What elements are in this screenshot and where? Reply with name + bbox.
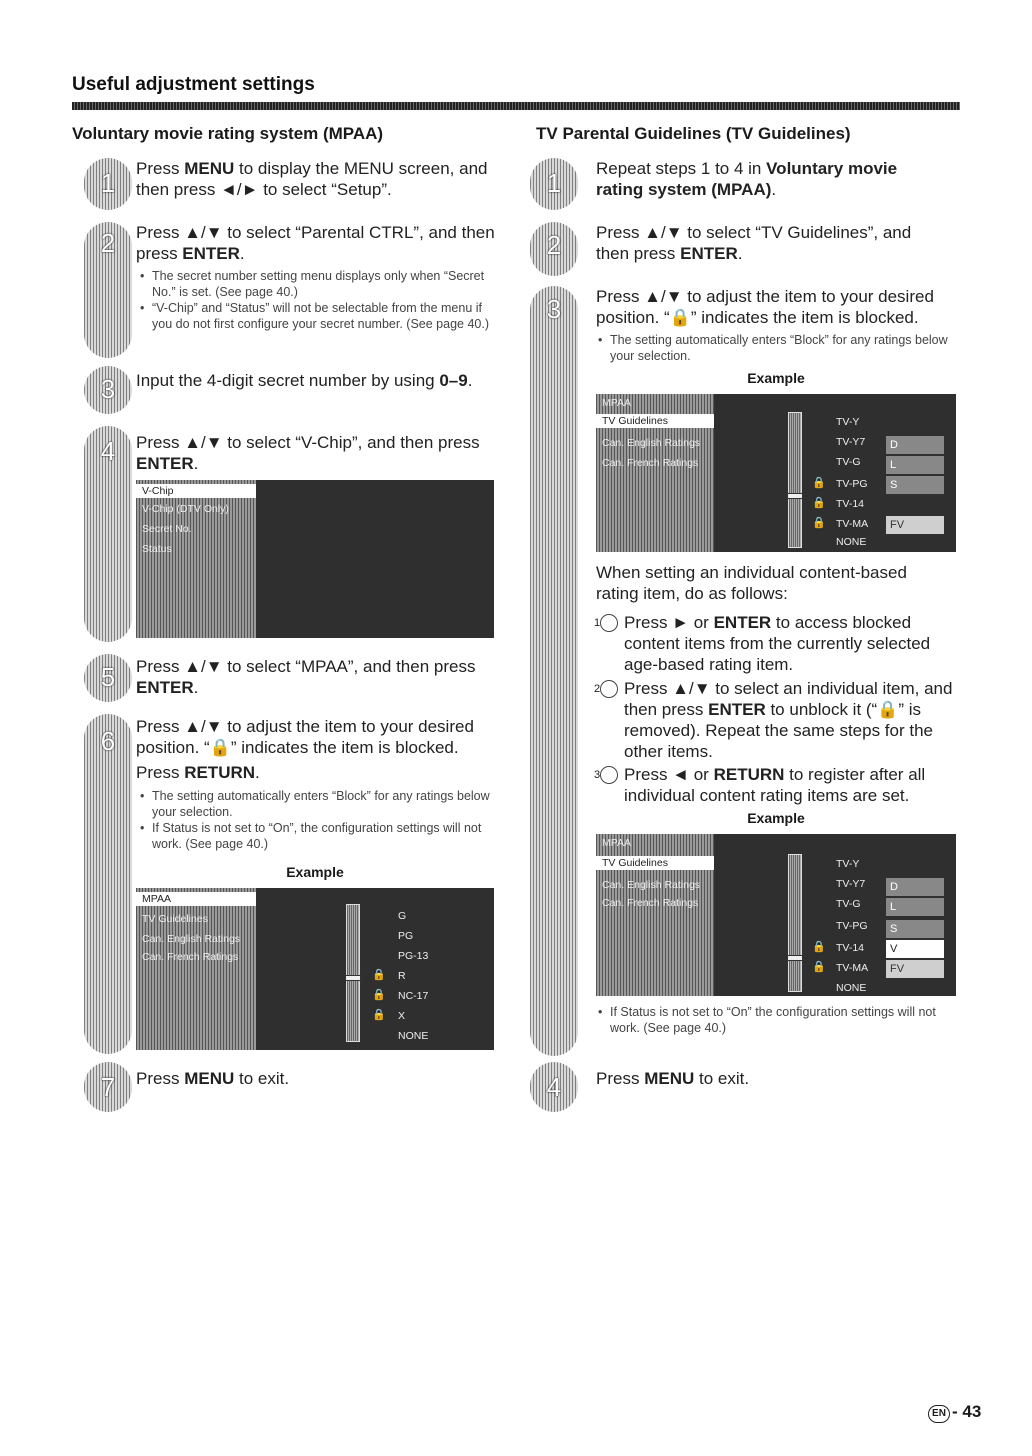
- rating-slider[interactable]: [346, 904, 360, 1042]
- menu-item-vchip-dtv[interactable]: V-Chip (DTV Only): [142, 503, 229, 515]
- content-box-l[interactable]: L: [886, 898, 944, 916]
- content-box-s[interactable]: S: [886, 476, 944, 494]
- rating-label-tvy7: TV-Y7: [836, 436, 866, 448]
- vchip-menu-screen: [136, 480, 494, 638]
- step-number-6: 6: [100, 726, 116, 756]
- menu-item-can-french[interactable]: Can. French Ratings: [602, 897, 699, 909]
- rating-label-none: NONE: [398, 1030, 429, 1042]
- step-number-1: 1: [100, 168, 116, 198]
- right-step-1-text: Repeat steps 1 to 4 in Voluntary movie rating system (MPAA).: [596, 159, 898, 199]
- step-number-r1: 1: [546, 168, 562, 198]
- step-1-text: Press MENU to display the MENU screen, and then press ◄/► to select “Setup”.: [136, 159, 488, 199]
- step-number-r2: 2: [546, 230, 562, 260]
- example-caption-tv-2: Example: [747, 810, 805, 826]
- right-section-title: TV Parental Guidelines (TV Guidelines): [536, 124, 851, 143]
- note-item: • The setting automatically enters “Block” for any ratings below your selection.: [598, 332, 948, 364]
- right-step-3-after-text: When setting an individual content-based rating item, do as follows:: [596, 563, 907, 603]
- example-caption-tv-1: Example: [747, 370, 805, 386]
- menu-item-status[interactable]: Status: [142, 543, 172, 555]
- language-badge: EN: [928, 1405, 950, 1423]
- lock-icon: 🔒: [812, 517, 826, 529]
- content-box-s[interactable]: S: [886, 920, 944, 938]
- note-item: • If Status is not set to “On” the configuration settings will not work. (See page 40.): [598, 1004, 948, 1036]
- rating-label-tvma: TV-MA: [836, 518, 869, 530]
- rating-label-g: G: [398, 910, 407, 922]
- rating-label-tvy7: TV-Y7: [836, 878, 866, 890]
- menu-item-mpaa[interactable]: MPAA: [136, 892, 256, 906]
- step-5-text: Press ▲/▼ to select “MPAA”, and then press ENTER.: [136, 657, 476, 697]
- right-step-3-text: Press ▲/▼ to adjust the item to your desired position. “🔒” indicates the item is blocked.: [596, 287, 934, 327]
- rating-label-pg13: PG-13: [398, 950, 429, 962]
- menu-item-can-english[interactable]: Can. English Ratings: [602, 879, 701, 891]
- note-item: • The secret number setting menu displays only when “Secret No.” is set. (See page 40.): [140, 268, 496, 300]
- lock-icon: 🔒: [372, 969, 386, 981]
- step-number-4: 4: [100, 436, 116, 466]
- example-caption-mpaa: Example: [286, 864, 344, 880]
- rating-label-tv14: TV-14: [836, 498, 865, 510]
- lock-icon: 🔒: [372, 1009, 386, 1021]
- lock-icon: 🔒: [812, 941, 826, 953]
- menu-item-can-french[interactable]: Can. French Ratings: [142, 951, 239, 963]
- lock-icon: 🔒: [372, 989, 386, 1001]
- menu-item-tv-guidelines[interactable]: TV Guidelines: [142, 913, 208, 925]
- rating-label-nc17: NC-17: [398, 990, 429, 1002]
- lock-icon: 🔒: [812, 497, 826, 509]
- menu-item-can-english[interactable]: Can. English Ratings: [602, 437, 701, 449]
- content-box-d[interactable]: D: [886, 878, 944, 896]
- mpaa-menu-screen: [136, 888, 494, 1050]
- menu-item-tv-guidelines[interactable]: TV Guidelines: [596, 414, 714, 428]
- step-2-notes: [140, 268, 496, 332]
- step-number-2: 2: [100, 228, 116, 258]
- rating-label-tvma: TV-MA: [836, 962, 869, 974]
- menu-item-mpaa[interactable]: MPAA: [602, 837, 631, 849]
- step-number-3: 3: [100, 374, 116, 404]
- lock-icon: 🔒: [812, 961, 826, 973]
- rating-label-x: X: [398, 1010, 406, 1022]
- step-bar-6: [84, 714, 132, 1054]
- rating-label-tvy: TV-Y: [836, 416, 860, 428]
- rating-label-tvy: TV-Y: [836, 858, 860, 870]
- content-box-fv[interactable]: FV: [886, 960, 944, 978]
- menu-item-tv-guidelines[interactable]: TV Guidelines: [596, 856, 714, 870]
- content-box-d[interactable]: D: [886, 436, 944, 454]
- rating-label-none: NONE: [836, 982, 867, 994]
- right-step-2-text: Press ▲/▼ to select “TV Guidelines”, and then press ENTER.: [596, 223, 912, 263]
- note-item: • The setting automatically enters “Block” for any ratings below your selection.: [140, 788, 496, 820]
- step-3-text: Input the 4-digit secret number by using 0–9.: [136, 371, 473, 390]
- step-2-text: Press ▲/▼ to select “Parental CTRL”, and then press ENTER.: [136, 223, 495, 263]
- tv-guidelines-screen-1: [596, 394, 956, 552]
- slider-thumb[interactable]: [787, 493, 803, 499]
- menu-item-vchip[interactable]: V-Chip: [136, 484, 256, 498]
- step-4-text: Press ▲/▼ to select “V-Chip”, and then press ENTER.: [136, 433, 480, 473]
- menu-item-can-english[interactable]: Can. English Ratings: [142, 933, 241, 945]
- content-box-l[interactable]: L: [886, 456, 944, 474]
- substep-1: 1 Press ► or ENTER to access blocked content items from the currently selected age-based rating item.: [593, 613, 931, 674]
- rating-label-r: R: [398, 970, 406, 982]
- step-number-r4: 4: [546, 1072, 562, 1102]
- page-heading: Useful adjustment settings: [72, 74, 315, 95]
- menu-item-secret-no[interactable]: Secret No.: [142, 523, 192, 535]
- step-6-return-text: Press RETURN.: [136, 763, 260, 782]
- step-6-notes: [140, 788, 496, 852]
- right-step-3-notes: [598, 332, 948, 364]
- step-6-text: Press ▲/▼ to adjust the item to your desired position. “🔒” indicates the item is blocked.: [136, 717, 474, 757]
- step-7-text: Press MENU to exit.: [136, 1069, 290, 1088]
- lock-icon: 🔒: [812, 477, 826, 489]
- rating-slider[interactable]: [788, 854, 802, 992]
- step-bar-r3: [530, 286, 578, 1056]
- right-step-4-text: Press MENU to exit.: [596, 1069, 750, 1088]
- slider-thumb[interactable]: [345, 975, 361, 981]
- rating-slider[interactable]: [788, 412, 802, 548]
- header-rule: [72, 102, 960, 110]
- menu-item-mpaa[interactable]: MPAA: [602, 397, 631, 409]
- left-section-title: Voluntary movie rating system (MPAA): [72, 124, 384, 143]
- rating-label-none: NONE: [836, 536, 867, 548]
- step-number-5: 5: [100, 662, 116, 692]
- rating-label-tvg: TV-G: [836, 898, 861, 910]
- substep-2: 2 Press ▲/▼ to select an individual item, and then press ENTER to unblock it (“🔒” is removed). Repeat the same steps for the other items.: [593, 679, 953, 761]
- step-number-r3: 3: [546, 294, 562, 324]
- rating-label-pg: PG: [398, 930, 414, 942]
- tv-guidelines-screen-2: [596, 834, 956, 996]
- right-step-3-notes-2: [598, 1004, 948, 1036]
- step-number-7: 7: [100, 1072, 116, 1102]
- substep-3: 3 Press ◄ or RETURN to register after all individual content rating items are set.: [593, 765, 926, 805]
- page-number: EN - 43: [928, 1402, 981, 1423]
- content-box-fv[interactable]: FV: [886, 516, 944, 534]
- rating-label-tvpg: TV-PG: [836, 478, 868, 490]
- menu-item-can-french[interactable]: Can. French Ratings: [602, 457, 699, 469]
- note-item: • If Status is not set to “On”, the configuration settings will not work. (See page 40.): [140, 820, 496, 852]
- rating-label-tvg: TV-G: [836, 456, 861, 468]
- rating-label-tvpg: TV-PG: [836, 920, 868, 932]
- slider-thumb[interactable]: [787, 955, 803, 961]
- note-item: • “V-Chip” and “Status” will not be selectable from the menu if you do not first configure your secret number. (See page 40.): [140, 300, 496, 332]
- content-box-v[interactable]: V: [886, 940, 944, 958]
- rating-label-tv14: TV-14: [836, 942, 865, 954]
